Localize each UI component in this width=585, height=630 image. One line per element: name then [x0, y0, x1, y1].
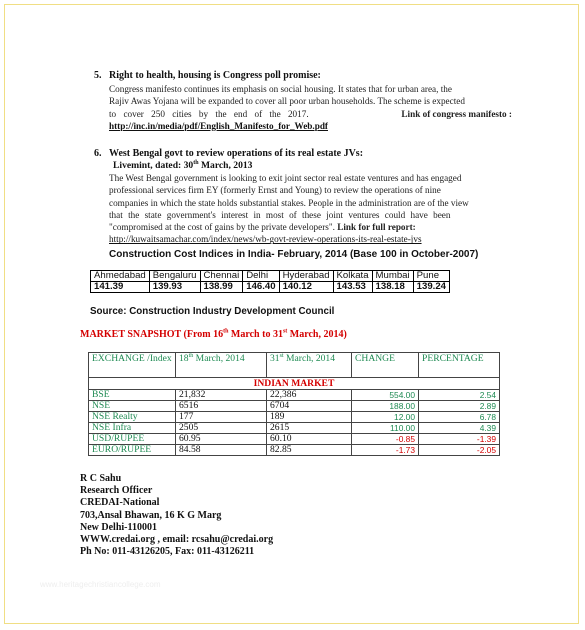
- signature-org: CREDAI-National: [80, 497, 160, 509]
- cci-city-cell: Hyderabad: [279, 271, 333, 282]
- market-exchange-name: BSE: [89, 390, 176, 401]
- watermark: www.heritagechristiancollege.com: [40, 580, 161, 589]
- col-percentage: PERCENTAGE: [419, 353, 500, 378]
- market-exchange-name: NSE: [89, 401, 176, 412]
- col-exchange: EXCHANGE /Index: [89, 353, 176, 378]
- market-date-1-value: 21,832: [176, 390, 267, 401]
- market-date-1-value: 177: [176, 412, 267, 423]
- market-date-1-value: 84.58: [176, 445, 267, 456]
- item-5-line: to cover 250 cities by the end of the 2017.: [109, 108, 309, 119]
- item-5-body: [109, 83, 512, 132]
- signature-title: Research Officer: [80, 485, 153, 497]
- market-percentage-value: -1.39: [419, 434, 500, 445]
- item-6-body: [109, 172, 512, 246]
- congress-manifesto-link[interactable]: http://inc.in/media/pdf/English_Manifesto_for_Web.pdf: [109, 120, 328, 131]
- market-date-2-value: 2615: [267, 423, 352, 434]
- market-change-value: 110.00: [352, 423, 419, 434]
- market-percentage-value: 2.89: [419, 401, 500, 412]
- market-date-2-value: 82.85: [267, 445, 352, 456]
- market-change-value: 188.00: [352, 401, 419, 412]
- item-5-heading: Right to health, housing is Congress poll promise:: [109, 70, 321, 81]
- col-date-2: 31st March, 2014: [267, 353, 352, 378]
- signature-address-2: New Delhi-110001: [80, 521, 157, 533]
- wb-govt-report-link[interactable]: http://kuwaitsamachar.com/index/news/wb-govt-review-operations-its-real-estate-jvs: [109, 234, 422, 245]
- cci-value-cell: 139.24: [413, 282, 449, 293]
- item-6-line: that the state government's interest in most of these joint ventures could have been: [109, 209, 451, 220]
- market-date-1-value: 2505: [176, 423, 267, 434]
- market-row: [89, 445, 500, 456]
- cci-city-cell: Delhi: [243, 271, 279, 282]
- signature-address-1: 703,Ansal Bhawan, 16 K G Marg: [80, 509, 222, 521]
- cci-value-cell: 139.93: [149, 282, 200, 293]
- cci-value-cell: 143.53: [333, 282, 372, 293]
- market-change-value: 554.00: [352, 390, 419, 401]
- market-percentage-value: 4.39: [419, 423, 500, 434]
- cci-source: Source: Construction Industry Development Council: [90, 306, 335, 317]
- signature-web-email: WWW.credai.org , email: rcsahu@credai.org: [80, 534, 274, 546]
- market-exchange-name: USD/RUPEE: [89, 434, 176, 445]
- market-percentage-value: 2.54: [419, 390, 500, 401]
- market-exchange-name: NSE Realty: [89, 412, 176, 423]
- cci-title: Construction Cost Indices in India- February, 2014 (Base 100 in October-2007): [109, 249, 479, 260]
- item-6-line: The West Bengal government is looking to exit joint sector real estate ventures and has engaged: [109, 173, 462, 183]
- market-date-1-value: 6516: [176, 401, 267, 412]
- item-6-link-label: Link for full report:: [337, 222, 416, 233]
- item-5-line: Congress manifesto continues its emphasis on social housing. It states that for urban area, the: [109, 84, 452, 94]
- col-change: CHANGE: [352, 353, 419, 378]
- market-date-2-value: 22,386: [267, 390, 352, 401]
- signature-block: [80, 473, 273, 558]
- item-6-dateline: Livemint, dated: 30th March, 2013: [113, 159, 253, 171]
- cci-city-cell: Mumbai: [372, 271, 413, 282]
- market-exchange-name: NSE Infra: [89, 423, 176, 434]
- cci-city-cell: Chennai: [200, 271, 243, 282]
- cci-value-cell: 138.99: [200, 282, 243, 293]
- market-row: [89, 434, 500, 445]
- market-percentage-value: 6.78: [419, 412, 500, 423]
- cci-city-cell: Pune: [413, 271, 449, 282]
- cci-city-cell: Bengaluru: [149, 271, 200, 282]
- market-change-value: -1.73: [352, 445, 419, 456]
- item-6-line: "compromised at the cost of gains by the private developers".: [109, 222, 335, 233]
- cci-value-cell: 140.12: [279, 282, 333, 293]
- item-5-number: 5.: [94, 70, 102, 81]
- item-6-line: companies in which the state holds substantial stakes. People in the administration are of the view: [109, 197, 469, 208]
- market-date-2-value: 189: [267, 412, 352, 423]
- cci-value-cell: 146.40: [243, 282, 279, 293]
- signature-name: R C Sahu: [80, 473, 122, 484]
- market-banner-row: [89, 378, 500, 390]
- cci-header-row: [91, 271, 450, 282]
- item-5-line: Rajiv Awas Yojana will be expanded to cover all poor urban households. The scheme is expected: [109, 96, 465, 107]
- market-row: [89, 390, 500, 401]
- cci-city-cell: Ahmedabad: [91, 271, 150, 282]
- market-snapshot-title: MARKET SNAPSHOT (From 16th March to 31st March, 2014): [80, 328, 347, 340]
- cci-table: [90, 270, 450, 293]
- col-date-1: 18th March, 2014: [176, 353, 267, 378]
- market-row: [89, 423, 500, 434]
- market-table: [88, 352, 500, 456]
- market-date-1-value: 60.95: [176, 434, 267, 445]
- item-6-heading: West Bengal govt to review operations of its real estate JVs:: [109, 148, 364, 159]
- market-change-value: -0.85: [352, 434, 419, 445]
- cci-value-cell: 138.18: [372, 282, 413, 293]
- market-date-2-value: 60.10: [267, 434, 352, 445]
- market-header-row: [89, 353, 500, 378]
- item-6-number: 6.: [94, 148, 102, 159]
- market-exchange-name: EURO/RUPEE: [89, 445, 176, 456]
- market-change-value: 12.00: [352, 412, 419, 423]
- market-row: [89, 412, 500, 423]
- indian-market-label: INDIAN MARKET: [89, 378, 500, 390]
- market-date-2-value: 6704: [267, 401, 352, 412]
- item-5-link-label: Link of congress manifesto :: [401, 108, 512, 119]
- cci-city-cell: Kolkata: [333, 271, 372, 282]
- signature-phone: Ph No: 011-43126205, Fax: 011-43126211: [80, 546, 255, 558]
- cci-values-row: [91, 282, 450, 293]
- market-row: [89, 401, 500, 412]
- market-percentage-value: -2.05: [419, 445, 500, 456]
- cci-value-cell: 141.39: [91, 282, 150, 293]
- item-6-line: professional services firm EY (formerly Ernst and Young) to review the operations of nine: [109, 185, 441, 196]
